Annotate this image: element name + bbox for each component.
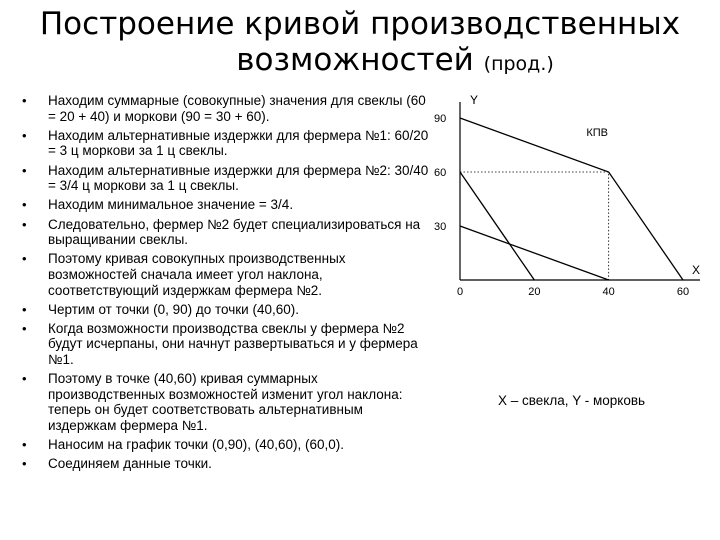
- y-axis-label: Y: [470, 93, 479, 107]
- bullet-item: • Находим альтернативные издержки для фермера №2: 30/40 = 3/4 ц моркови за 1 ц свеклы.: [22, 163, 432, 194]
- x-tick-label: 0: [456, 286, 464, 298]
- ppc-chart: [430, 88, 715, 318]
- y-tick-label: 30: [434, 221, 447, 233]
- bullet-item: • Находим альтернативные издержки для фермера №1: 60/20 = 3 ц моркови за 1 ц свеклы.: [22, 128, 432, 159]
- bullet-item: • Поэтому кривая совокупных производственных возможностей сначала имеет угол наклона, соответствующий издержкам фермера №2.: [22, 251, 432, 298]
- title-line-2-main: возможностей: [236, 42, 474, 78]
- title-line-1: Построение кривой производственных: [39, 6, 681, 42]
- x-axis-label: X: [692, 263, 701, 277]
- y-tick-label: 60: [434, 167, 447, 179]
- bullet-list: [22, 93, 432, 476]
- title-line-2: [0, 42, 720, 82]
- bullet-item: • Когда возможности производства свеклы у фермера №2 будут исчерпаны, они начнут развертываться и у фермера №1.: [22, 321, 432, 368]
- slide-title: [0, 6, 720, 82]
- axis-legend-caption: X – свекла, Y - морковь: [498, 393, 646, 408]
- bullet-item: • Находим минимальное значение = 3/4.: [22, 197, 432, 213]
- series-line-0: [460, 118, 683, 280]
- x-tick-label: 20: [528, 286, 541, 298]
- guide-line-0: [460, 172, 609, 280]
- series-line-2: [460, 226, 609, 280]
- title-suffix: (прод.): [483, 53, 554, 75]
- series-line-1: [460, 172, 534, 280]
- x-tick-label: 40: [602, 286, 615, 298]
- bullet-item: • Следовательно, фермер №2 будет специализироваться на выращивании свеклы.: [22, 217, 432, 248]
- y-tick-label: 90: [434, 113, 447, 125]
- kpv-annotation: КПВ: [586, 127, 609, 139]
- bullet-item: • Чертим от точки (0, 90) до точки (40,60).: [22, 302, 432, 318]
- bullet-item: • Поэтому в точке (40,60) кривая суммарных производственных возможностей изменит угол наклона: теперь он будет соответствовать альтернативным издержкам фермера №1.: [22, 371, 432, 433]
- x-tick-label: 60: [676, 286, 690, 298]
- bullet-item: • Соединяем данные точки.: [22, 456, 432, 472]
- bullet-item: • Находим суммарные (совокупные) значения для свеклы (60 = 20 + 40) и моркови (90 = 30 + 60).: [22, 93, 432, 124]
- bullet-item: • Наносим на график точки (0,90), (40,60), (60,0).: [22, 437, 432, 453]
